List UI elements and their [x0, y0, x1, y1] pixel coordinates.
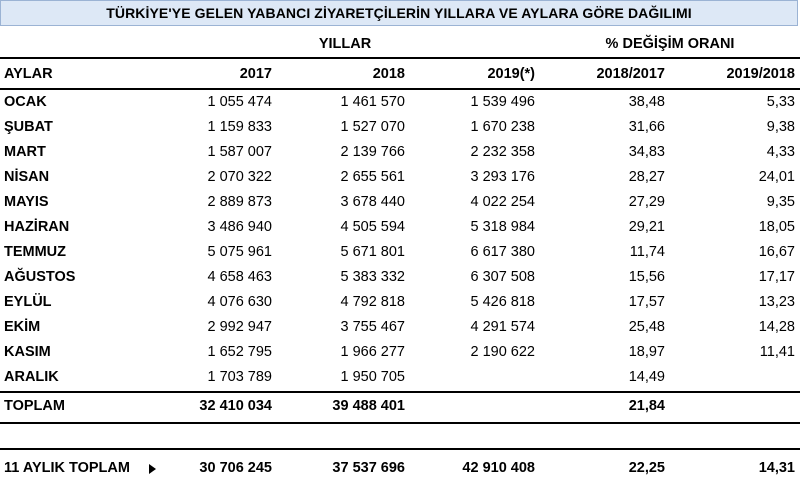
value-2018-cell: 5 383 332	[340, 269, 405, 285]
value-2019-cell	[415, 365, 535, 390]
value-2019-cell: 2 232 358	[470, 144, 535, 160]
change-2019-2018-cell: 11,41	[759, 344, 795, 360]
total-2018: 39 488 401	[332, 398, 405, 414]
value-2018-cell: 3 755 467	[340, 319, 405, 335]
value-2018-cell: 2 139 766	[340, 144, 405, 160]
divider-line	[0, 422, 800, 424]
table-row	[0, 365, 800, 390]
total-2017: 32 410 034	[199, 398, 272, 414]
change-2019-2018-cell: 17,17	[758, 269, 795, 285]
change-2018-2017-cell: 34,83	[628, 144, 665, 160]
change-2018-2017-cell: 27,29	[628, 194, 665, 210]
value-2018-cell: 3 678 440	[340, 194, 405, 210]
divider-line	[0, 57, 800, 59]
value-2018-cell: 5 671 801	[340, 244, 405, 260]
eleven-month-total-2019: 42 910 408	[462, 460, 535, 476]
month-cell: AĞUSTOS	[4, 269, 76, 285]
change-2019-2018-cell: 18,05	[758, 219, 795, 235]
month-cell: EYLÜL	[4, 294, 52, 310]
change-2018-2017-cell: 14,49	[628, 369, 665, 385]
total-change-2019-2018	[675, 394, 795, 419]
table-row	[0, 165, 800, 190]
value-2017-cell: 2 992 947	[207, 319, 272, 335]
value-2017-cell: 1 055 474	[207, 94, 272, 110]
month-cell: NİSAN	[4, 169, 50, 185]
eleven-month-total-change-2018-2017: 22,25	[628, 460, 665, 476]
divider-line	[0, 448, 800, 450]
table-row	[0, 115, 800, 140]
value-2019-cell: 1 670 238	[470, 119, 535, 135]
change-2018-2017-cell: 15,56	[628, 269, 665, 285]
value-2019-cell: 2 190 622	[470, 344, 535, 360]
change-2019-2018-cell: 13,23	[758, 294, 795, 310]
column-header-change-2018-2017: 2018/2017	[596, 66, 665, 82]
column-header-change-2019-2018: 2019/2018	[726, 66, 795, 82]
value-2018-cell: 1 966 277	[340, 344, 405, 360]
eleven-month-total-label: 11 AYLIK TOPLAM	[4, 460, 130, 476]
value-2017-cell: 1 703 789	[207, 369, 272, 385]
table-row	[0, 90, 800, 115]
value-2018-cell: 2 655 561	[340, 169, 405, 185]
table-row	[0, 215, 800, 240]
value-2019-cell: 3 293 176	[470, 169, 535, 185]
change-2019-2018-cell: 14,28	[758, 319, 795, 335]
column-header-2018: 2018	[372, 66, 405, 82]
month-cell: ARALIK	[4, 369, 59, 385]
eleven-month-total-row	[0, 456, 800, 481]
table-row	[0, 265, 800, 290]
value-2017-cell: 3 486 940	[207, 219, 272, 235]
value-2019-cell: 5 318 984	[470, 219, 535, 235]
change-2019-2018-cell: 5,33	[766, 94, 795, 110]
eleven-month-total-2017: 30 706 245	[199, 460, 272, 476]
table-title: TÜRKİYE'YE GELEN YABANCI ZİYARETÇİLERİN YILLARA VE AYLARA GÖRE DAĞILIMI	[0, 0, 798, 26]
change-2018-2017-cell: 31,66	[628, 119, 665, 135]
month-cell: OCAK	[4, 94, 47, 110]
value-2017-cell: 4 658 463	[207, 269, 272, 285]
column-header-row	[0, 62, 800, 87]
eleven-month-total-2018: 37 537 696	[332, 460, 405, 476]
value-2019-cell: 4 022 254	[470, 194, 535, 210]
value-2019-cell: 6 617 380	[470, 244, 535, 260]
total-row	[0, 394, 800, 419]
change-2019-2018-cell: 24,01	[758, 169, 795, 185]
month-cell: MART	[4, 144, 46, 160]
value-2017-cell: 1 652 795	[207, 344, 272, 360]
table-row	[0, 340, 800, 365]
value-2017-cell: 1 587 007	[207, 144, 272, 160]
table-row	[0, 140, 800, 165]
change-2018-2017-cell: 17,57	[628, 294, 665, 310]
group-header-change: % DEĞİŞİM ORANI	[605, 36, 735, 52]
value-2018-cell: 4 505 594	[340, 219, 405, 235]
month-cell: ŞUBAT	[4, 119, 53, 135]
month-cell: TEMMUZ	[4, 244, 67, 260]
total-change-2018-2017: 21,84	[628, 398, 665, 414]
value-2017-cell: 4 076 630	[207, 294, 272, 310]
value-2018-cell: 1 461 570	[340, 94, 405, 110]
value-2017-cell: 2 889 873	[207, 194, 272, 210]
change-2019-2018-cell: 16,67	[758, 244, 795, 260]
value-2019-cell: 4 291 574	[470, 319, 535, 335]
change-2019-2018-cell: 9,35	[766, 194, 795, 210]
month-cell: HAZİRAN	[4, 219, 70, 235]
change-2018-2017-cell: 18,97	[628, 344, 665, 360]
value-2017-cell: 5 075 961	[207, 244, 272, 260]
value-2018-cell: 4 792 818	[340, 294, 405, 310]
value-2017-cell: 1 159 833	[207, 119, 272, 135]
month-cell: EKİM	[4, 319, 41, 335]
value-2019-cell: 1 539 496	[470, 94, 535, 110]
value-2018-cell: 1 527 070	[340, 119, 405, 135]
change-2019-2018-cell	[675, 365, 795, 390]
divider-line	[0, 391, 800, 393]
change-2019-2018-cell: 9,38	[766, 119, 795, 135]
table-row	[0, 315, 800, 340]
column-header-2017: 2017	[239, 66, 272, 82]
total-2019	[415, 394, 535, 419]
value-2017-cell: 2 070 322	[207, 169, 272, 185]
value-2019-cell: 5 426 818	[470, 294, 535, 310]
change-2018-2017-cell: 38,48	[628, 94, 665, 110]
change-2018-2017-cell: 28,27	[628, 169, 665, 185]
group-header-years: YILLAR	[318, 36, 372, 52]
column-header-months: AYLAR	[4, 66, 53, 82]
value-2019-cell: 6 307 508	[470, 269, 535, 285]
total-label: TOPLAM	[4, 398, 65, 414]
column-header-2019: 2019(*)	[487, 66, 535, 82]
change-2019-2018-cell: 4,33	[766, 144, 795, 160]
change-2018-2017-cell: 11,74	[629, 244, 665, 260]
change-2018-2017-cell: 25,48	[628, 319, 665, 335]
table-row	[0, 240, 800, 265]
table-row	[0, 190, 800, 215]
change-2018-2017-cell: 29,21	[628, 219, 665, 235]
eleven-month-total-change-2019-2018: 14,31	[758, 460, 795, 476]
month-cell: MAYIS	[4, 194, 49, 210]
month-cell: KASIM	[4, 344, 51, 360]
table-row	[0, 290, 800, 315]
value-2018-cell: 1 950 705	[340, 369, 405, 385]
